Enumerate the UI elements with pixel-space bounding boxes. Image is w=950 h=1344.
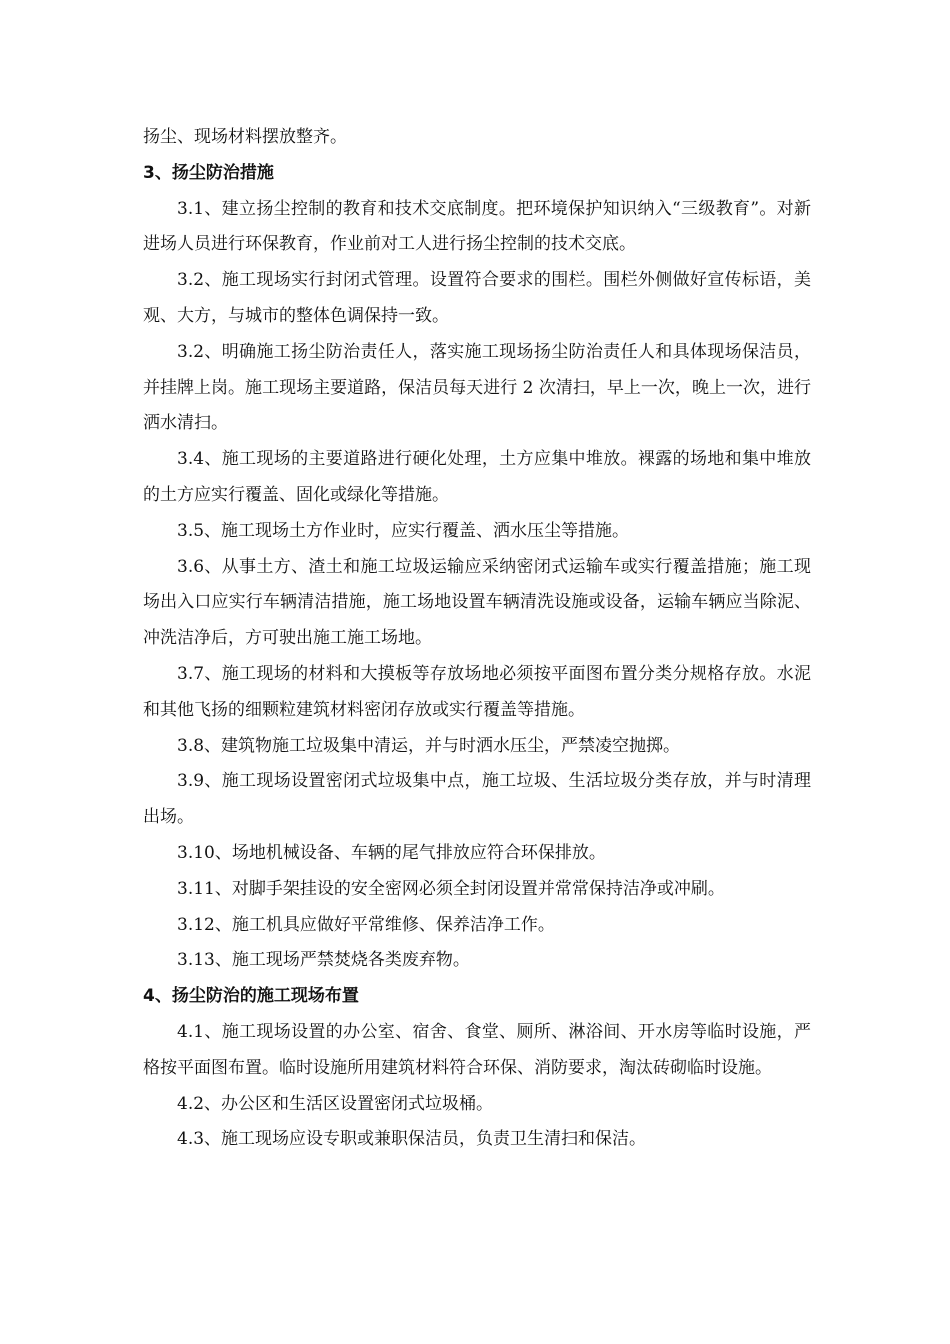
- paragraph-3-1: 3.1、建立扬尘控制的教育和技术交底制度。把环境保护知识纳入“三级教育”。对新进场人员进行环保教育，作业前对工人进行扬尘控制的技术交底。: [143, 198, 811, 255]
- paragraph-3-7: 3.7、施工现场的材料和大摸板等存放场地必须按平面图布置分类分规格存放。水泥和其他飞扬的细颗粒建筑材料密闭存放或实行覆盖等措施。: [143, 663, 811, 720]
- paragraph-3-13: 3.13、施工现场严禁焚烧各类废弃物。: [177, 950, 470, 971]
- paragraph-3-2b: 3.2、明确施工扬尘防治责任人，落实施工现场扬尘防治责任人和具体现场保洁员，并挂牌上岗。施工现场主要道路，保洁员每天进行 2 次清扫，早上一次，晚上一次，进行洒水清扫。: [143, 341, 811, 434]
- paragraph-3-8: 3.8、建筑物施工垃圾集中清运，并与时洒水压尘，严禁凌空抛掷。: [177, 735, 681, 756]
- intro-line: 扬尘、现场材料摆放整齐。: [143, 127, 347, 147]
- paragraph-3-11: 3.11、对脚手架挂设的安全密网必须全封闭设置并常常保持洁净或冲刷。: [177, 878, 725, 899]
- paragraph-4-1: 4.1、施工现场设置的办公室、宿舍、食堂、厕所、淋浴间、开水房等临时设施，严格按平面图布置。临时设施所用建筑材料符合环保、消防要求，淘汰砖砌临时设施。: [143, 1021, 811, 1078]
- section-4-heading: 4、扬尘防治的施工现场布置: [143, 986, 359, 1007]
- paragraph-3-12: 3.12、施工机具应做好平常维修、保养洁净工作。: [177, 914, 555, 935]
- document-page: [143, 120, 811, 1158]
- paragraph-3-5: 3.5、施工现场土方作业时，应实行覆盖、洒水压尘等措施。: [177, 520, 630, 541]
- section-3-heading: 3、扬尘防治措施: [143, 162, 274, 183]
- paragraph-3-6: 3.6、从事土方、渣土和施工垃圾运输应采纳密闭式运输车或实行覆盖措施；施工现场出入口应实行车辆清洁措施，施工场地设置车辆清洗设施或设备，运输车辆应当除泥、冲洗洁净后，方可驶出施工施工场地。: [143, 556, 811, 649]
- paragraph-3-4: 3.4、施工现场的主要道路进行硬化处理，土方应集中堆放。裸露的场地和集中堆放的土方应实行覆盖、固化或绿化等措施。: [143, 449, 811, 505]
- paragraph-4-3: 4.3、施工现场应设专职或兼职保洁员，负责卫生清扫和保洁。: [177, 1129, 647, 1150]
- paragraph-4-2: 4.2、办公区和生活区设置密闭式垃圾桶。: [177, 1093, 494, 1114]
- paragraph-3-9: 3.9、施工现场设置密闭式垃圾集中点，施工垃圾、生活垃圾分类存放，并与时清理出场。: [143, 771, 811, 828]
- paragraph-3-2a: 3.2、施工现场实行封闭式管理。设置符合要求的围栏。围栏外侧做好宣传标语，美观、大方，与城市的整体色调保持一致。: [143, 270, 811, 326]
- paragraph-3-10: 3.10、场地机械设备、车辆的尾气排放应符合环保排放。: [177, 842, 606, 863]
